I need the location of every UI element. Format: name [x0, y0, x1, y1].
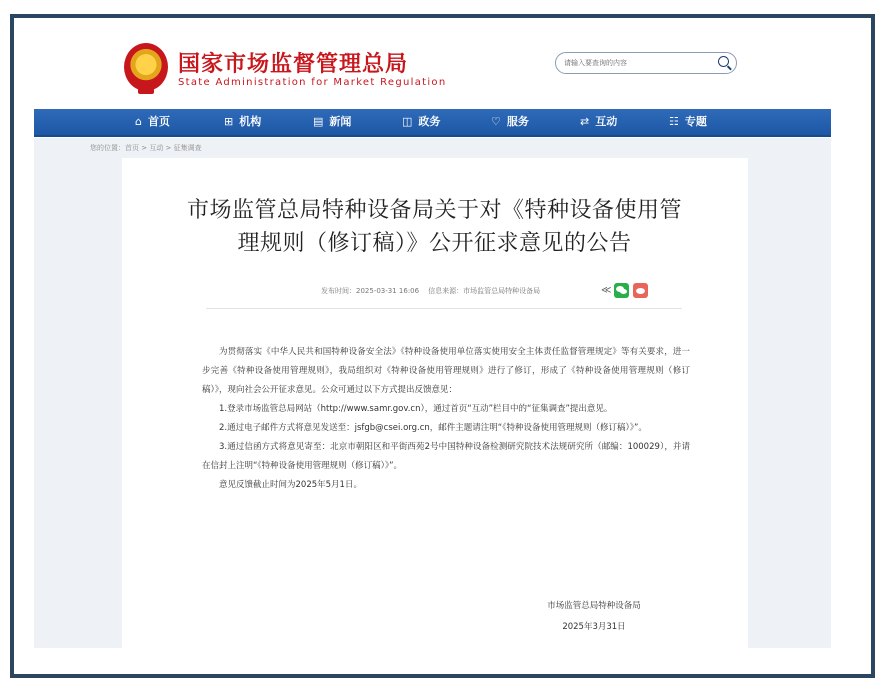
breadcrumb-separator: >	[163, 144, 174, 152]
topics-icon: ☷	[669, 115, 679, 128]
site-logo-title[interactable]: 国家市场监督管理总局	[178, 52, 409, 77]
article-panel	[122, 158, 748, 648]
main-nav	[34, 109, 831, 137]
paragraph: 为贯彻落实《中华人民共和国特种设备安全法》《特种设备使用单位落实使用安全主体责任监督管理规定》等有关要求，进一步完善《特种设备使用管理规则》，我局组织对《特种设备使用管理规则》进行了修订，形成了《特种设备使用管理规则（修订稿）》，现向社会公开征求意见。公众可通过以下方式提出反馈意见：	[202, 347, 690, 395]
divider	[206, 308, 682, 309]
nav-item-interaction[interactable]	[580, 109, 617, 135]
signature-date: 2025年3月31日	[562, 622, 626, 632]
paragraph: 2.通过电子邮件方式将意见发送至：jsfgb@csei.org.cn，邮件主题请注明“《特种设备使用管理规则（修订稿）》”。	[219, 423, 647, 433]
article-meta	[321, 286, 549, 296]
signature-org: 市场监管总局特种设备局	[547, 601, 641, 611]
weibo-icon[interactable]	[633, 283, 648, 298]
breadcrumb-item-home[interactable]: 首页	[125, 144, 139, 152]
heart-icon: ♡	[491, 115, 501, 128]
breadcrumb-item-survey[interactable]: 征集调查	[173, 144, 202, 152]
government-affairs-icon: ◫	[402, 115, 413, 128]
breadcrumb-separator: >	[139, 144, 150, 152]
home-icon: ⌂	[135, 115, 142, 128]
nav-item-label: 互动	[595, 115, 618, 128]
nav-item-government-affairs[interactable]	[402, 109, 440, 135]
search-box[interactable]	[555, 52, 737, 74]
nav-item-label: 新闻	[329, 115, 352, 128]
signature-block	[519, 596, 669, 638]
nav-item-label: 服务	[506, 115, 529, 128]
nav-item-label: 政务	[418, 115, 441, 128]
breadcrumb	[90, 143, 202, 153]
news-icon: ▤	[313, 115, 324, 128]
exchange-arrows-icon: ⇄	[580, 115, 590, 128]
paragraph: 意见反馈截止时间为2025年5月1日。	[219, 480, 362, 490]
nav-item-news[interactable]	[313, 109, 351, 135]
paragraph: 1.登录市场监管总局网站（http://www.samr.gov.cn），通过首页“互动”栏目中的“征集调查”提出意见。	[219, 404, 613, 414]
nav-item-topics[interactable]	[669, 109, 707, 135]
article-body	[202, 343, 690, 495]
paragraph: 3.通过信函方式将意见寄至：北京市朝阳区和平街西苑2号中国特种设备检测研究院技术法规研究所（邮编：100029），并请在信封上注明“《特种设备使用管理规则（修订稿）》”。	[202, 442, 690, 471]
search-icon[interactable]	[718, 56, 729, 67]
national-emblem-logo[interactable]	[124, 43, 168, 91]
nav-item-label: 机构	[239, 115, 262, 128]
nav-item-label: 首页	[147, 115, 170, 128]
share-icon[interactable]: ≪	[601, 285, 612, 296]
search-input[interactable]	[564, 56, 704, 70]
info-source: 信息来源：市场监管总局特种设备局	[428, 287, 541, 295]
wechat-icon[interactable]	[614, 283, 629, 298]
nav-item-services[interactable]	[491, 109, 529, 135]
nav-item-organization[interactable]	[224, 109, 261, 135]
breadcrumb-item-interaction[interactable]: 互动	[149, 144, 164, 152]
publish-time: 发布时间：2025-03-31 16:06	[321, 287, 420, 295]
org-chart-icon: ⊞	[224, 115, 234, 128]
nav-item-home[interactable]	[135, 109, 170, 135]
breadcrumb-prefix: 您的位置：	[90, 144, 125, 152]
article-title: 市场监管总局特种设备局关于对《特种设备使用管理规则（修订稿）》公开征求意见的公告	[186, 198, 682, 256]
nav-item-label: 专题	[684, 115, 707, 128]
site-logo-subtitle: State Administration for Market Regulation	[178, 77, 447, 88]
